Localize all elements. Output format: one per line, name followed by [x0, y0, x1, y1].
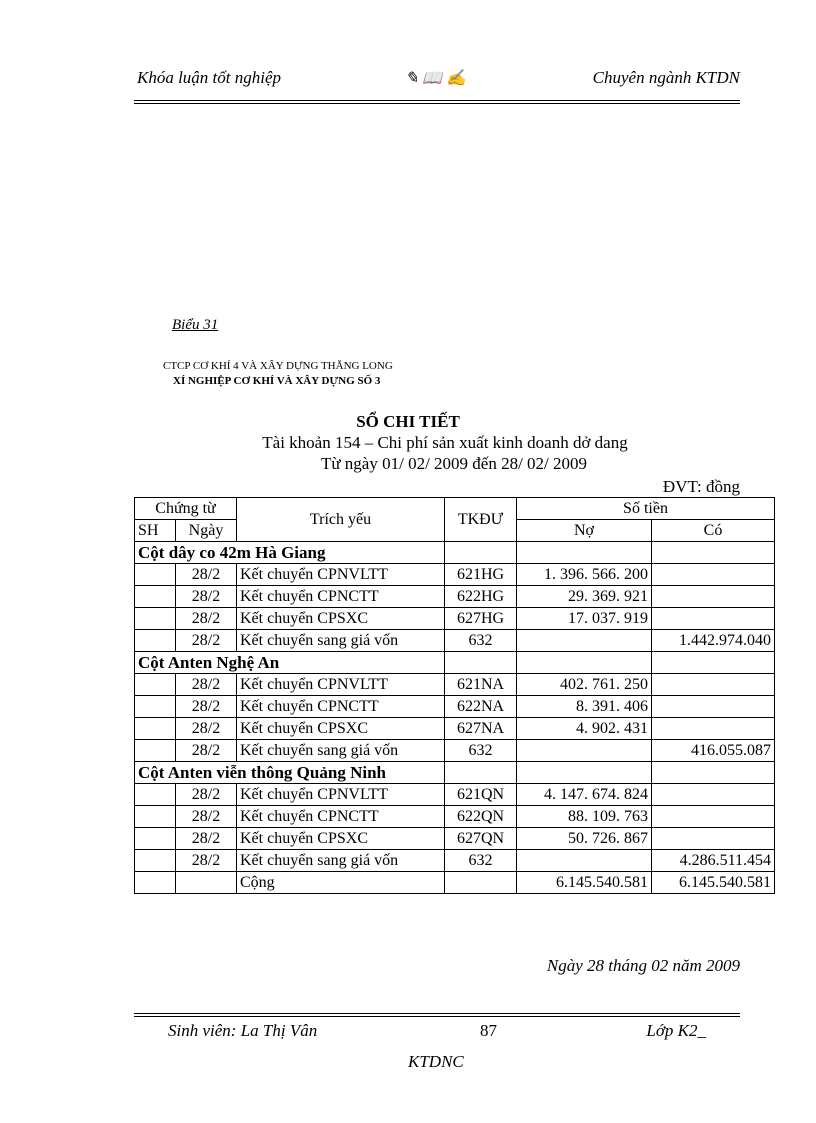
table-row [135, 784, 775, 806]
total-date-cell [176, 872, 237, 894]
footer-student: Sinh viên: La Thị Vân [168, 1021, 318, 1040]
description-header: Trích yếu [237, 498, 445, 542]
row-credit: 1.442.974.040 [652, 630, 775, 652]
row-account: 621QN [445, 784, 517, 806]
table-row [135, 718, 775, 740]
row-description: Kết chuyển CPNCTT [237, 586, 445, 608]
row-description: Kết chuyển sang giá vốn [237, 630, 445, 652]
row-date: 28/2 [176, 630, 237, 652]
row-description: Kết chuyển CPNCTT [237, 806, 445, 828]
row-credit: 4.286.511.454 [652, 850, 775, 872]
table-row [135, 586, 775, 608]
row-account: 632 [445, 740, 517, 762]
footer-rule [134, 1013, 740, 1017]
group-name: Cột dây co 42m Hà Giang [135, 542, 445, 564]
row-debit: 50. 726. 867 [517, 828, 652, 850]
row-sh [135, 608, 176, 630]
header-ornament: ✎ 📖 ✍ [405, 70, 467, 87]
ledger-table [134, 497, 775, 894]
row-debit: 4. 147. 674. 824 [517, 784, 652, 806]
total-sh-cell [135, 872, 176, 894]
total-row [135, 872, 775, 894]
table-row [135, 564, 775, 586]
row-description: Kết chuyển CPNVLTT [237, 784, 445, 806]
credit-header: Có [652, 520, 775, 542]
row-account: 627NA [445, 718, 517, 740]
row-sh [135, 564, 176, 586]
group-account-cell [445, 542, 517, 564]
row-debit [517, 850, 652, 872]
table-row [135, 740, 775, 762]
row-date: 28/2 [176, 564, 237, 586]
amount-header: Số tiền [517, 498, 775, 520]
row-account: 622NA [445, 696, 517, 718]
row-credit [652, 696, 775, 718]
row-debit: 17. 037. 919 [517, 608, 652, 630]
table-row [135, 806, 775, 828]
row-credit [652, 608, 775, 630]
report-period: Từ ngày 01/ 02/ 2009 đến 28/ 02/ 2009 [320, 454, 588, 473]
report-subtitle: Tài khoản 154 – Chi phí sản xuất kinh doanh dở dang [262, 433, 628, 452]
row-sh [135, 828, 176, 850]
row-description: Kết chuyển CPNVLTT [237, 674, 445, 696]
group-credit-cell [652, 762, 775, 784]
row-credit [652, 784, 775, 806]
debit-header: Nợ [517, 520, 652, 542]
group-name: Cột Anten Nghệ An [135, 652, 445, 674]
row-account: 621NA [445, 674, 517, 696]
footer-class-continued: KTDNC [408, 1052, 464, 1071]
row-sh [135, 806, 176, 828]
row-debit: 29. 369. 921 [517, 586, 652, 608]
report-title: SỔ CHI TIẾT [356, 412, 460, 431]
currency-unit: ĐVT: đồng [662, 477, 740, 496]
row-description: Kết chuyển CPSXC [237, 608, 445, 630]
sh-header: SH [135, 520, 176, 542]
table-row [135, 850, 775, 872]
row-description: Kết chuyển CPSXC [237, 718, 445, 740]
row-credit [652, 586, 775, 608]
header-rule [134, 100, 740, 104]
row-sh [135, 630, 176, 652]
row-account: 627HG [445, 608, 517, 630]
row-date: 28/2 [176, 850, 237, 872]
row-sh [135, 696, 176, 718]
table-row [135, 696, 775, 718]
group-debit-cell [517, 762, 652, 784]
group-row [135, 762, 775, 784]
total-label: Cộng [237, 872, 445, 894]
row-account: 622QN [445, 806, 517, 828]
row-debit: 8. 391. 406 [517, 696, 652, 718]
row-date: 28/2 [176, 784, 237, 806]
row-sh [135, 740, 176, 762]
row-debit: 88. 109. 763 [517, 806, 652, 828]
company-branch: XÍ NGHIỆP CƠ KHÍ VÀ XÂY DỰNG SỐ 3 [173, 375, 381, 387]
row-date: 28/2 [176, 696, 237, 718]
row-sh [135, 586, 176, 608]
row-description: Kết chuyển CPNVLTT [237, 564, 445, 586]
group-row [135, 652, 775, 674]
group-credit-cell [652, 652, 775, 674]
table-row [135, 674, 775, 696]
group-debit-cell [517, 542, 652, 564]
group-name: Cột Anten viễn thông Quảng Ninh [135, 762, 445, 784]
row-sh [135, 784, 176, 806]
account-header: TKĐƯ [445, 498, 517, 542]
row-account: 627QN [445, 828, 517, 850]
row-account: 621HG [445, 564, 517, 586]
exhibit-label: Biểu 31 [172, 317, 219, 333]
row-sh [135, 674, 176, 696]
row-date: 28/2 [176, 586, 237, 608]
table-header-row [135, 498, 775, 520]
row-description: Kết chuyển sang giá vốn [237, 740, 445, 762]
ledger-body [135, 542, 775, 894]
total-account-cell [445, 872, 517, 894]
company-name: CTCP CƠ KHÍ 4 VÀ XÂY DỰNG THĂNG LONG [163, 360, 393, 372]
group-account-cell [445, 762, 517, 784]
table-row [135, 630, 775, 652]
voucher-header: Chứng từ [135, 498, 237, 520]
row-credit [652, 564, 775, 586]
row-description: Kết chuyển CPSXC [237, 828, 445, 850]
row-credit [652, 828, 775, 850]
row-sh [135, 850, 176, 872]
header-right-text: Chuyên ngành KTDN [592, 68, 740, 87]
row-date: 28/2 [176, 674, 237, 696]
group-credit-cell [652, 542, 775, 564]
row-credit: 416.055.087 [652, 740, 775, 762]
footer-class: Lớp K2_ [646, 1021, 706, 1040]
row-date: 28/2 [176, 718, 237, 740]
row-description: Kết chuyển CPNCTT [237, 696, 445, 718]
row-credit [652, 806, 775, 828]
row-account: 622HG [445, 586, 517, 608]
row-debit: 1. 396. 566. 200 [517, 564, 652, 586]
row-account: 632 [445, 630, 517, 652]
group-account-cell [445, 652, 517, 674]
group-debit-cell [517, 652, 652, 674]
row-sh [135, 718, 176, 740]
total-credit: 6.145.540.581 [652, 872, 775, 894]
row-date: 28/2 [176, 806, 237, 828]
row-date: 28/2 [176, 608, 237, 630]
date-header: Ngày [176, 520, 237, 542]
row-date: 28/2 [176, 740, 237, 762]
row-date: 28/2 [176, 828, 237, 850]
group-row [135, 542, 775, 564]
total-debit: 6.145.540.581 [517, 872, 652, 894]
row-description: Kết chuyển sang giá vốn [237, 850, 445, 872]
row-account: 632 [445, 850, 517, 872]
row-debit: 4. 902. 431 [517, 718, 652, 740]
row-debit [517, 630, 652, 652]
header-left-text: Khóa luận tốt nghiệp [137, 68, 282, 87]
sign-date: Ngày 28 tháng 02 năm 2009 [546, 956, 740, 975]
row-debit [517, 740, 652, 762]
footer-page-number: 87 [480, 1021, 497, 1040]
table-row [135, 608, 775, 630]
row-debit: 402. 761. 250 [517, 674, 652, 696]
row-credit [652, 718, 775, 740]
table-row [135, 828, 775, 850]
row-credit [652, 674, 775, 696]
